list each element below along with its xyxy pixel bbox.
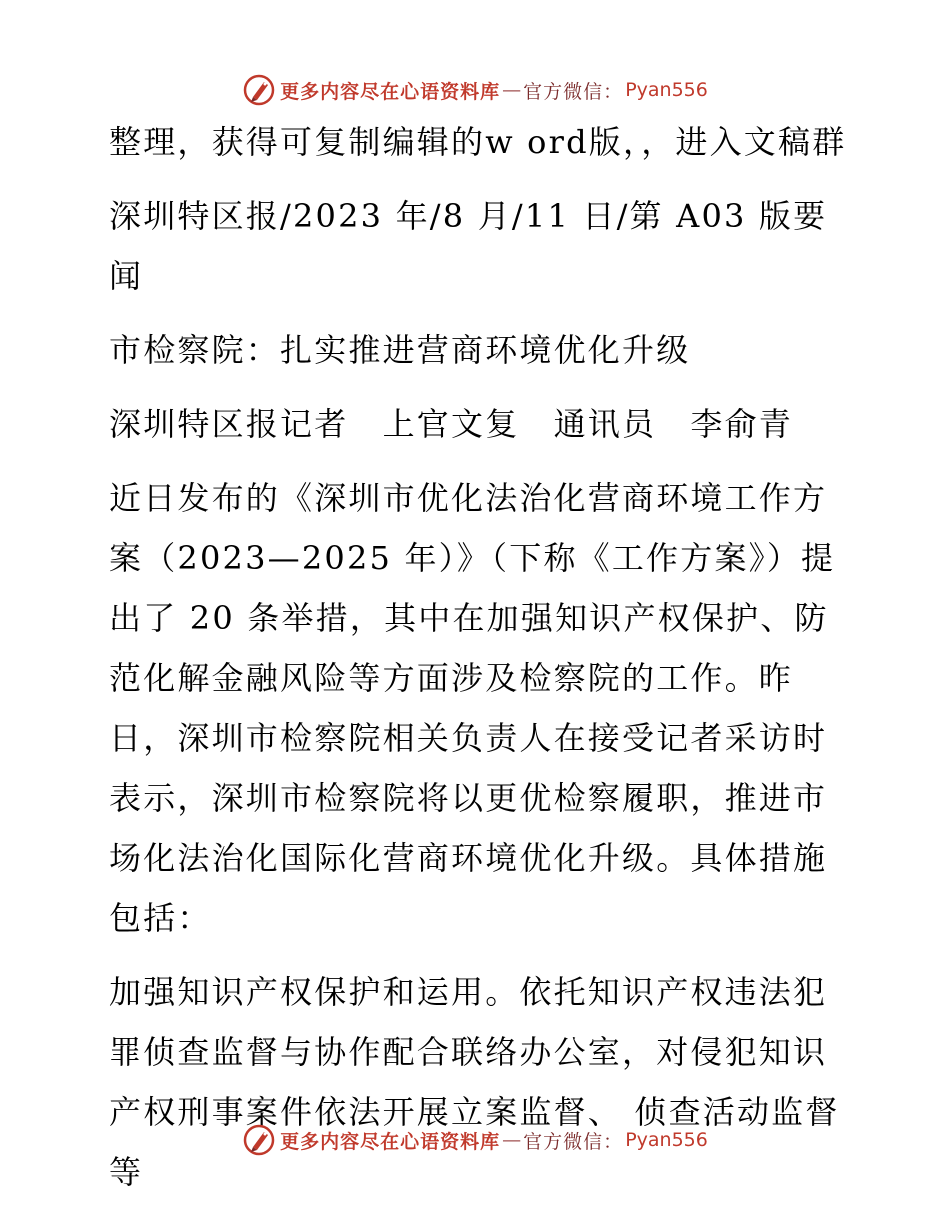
footer-banner [0,1120,950,1160]
banner-brand-text: 更多内容尽在心语资料库 [280,1130,501,1153]
header-banner [0,70,950,110]
banner-wechat-id: Pyan556 [625,1129,708,1151]
banner-brand-text: 更多内容尽在心语资料库 [280,80,501,103]
document-body [97,112,857,1202]
source-line: 深圳特区报/2023 年/8 月/11 日/第 A03 版要闻 [109,197,828,295]
banner-wechat-id: Pyan556 [625,79,708,101]
banner-wechat-label: 官方微信： [523,80,624,103]
paragraph-1: 近日发布的《深圳市优化法治化营商环境工作方案（2023—2025 年）》（下称《工作方案》）提出了 20 条举措，其中在加强知识产权保护、防范化解金融风险等方面涉及检察院的工作。昨日，深圳市检察院相关负责人在接受记者采访时表示，深圳市检察院将以更优检察履职，推进市场化法治化国际化营商环境优化升级。具体措施包括： [109,479,836,937]
article-title: 市检察院：扎实推进营商环境优化升级 [109,331,691,369]
pen-logo-icon [242,73,276,107]
paragraph-2: 加强知识产权保护和运用。依托知识产权违法犯罪侦查监督与协作配合联络办公室，对侵犯知识产权刑事案件依法开展立案监督、 侦查活动监督等 [109,973,840,1191]
byline: 深圳特区报记者 上官文复 通讯员 李俞青 [109,405,794,443]
banner-separator: — [502,79,522,101]
pen-logo-icon [242,1123,276,1157]
intro-line: 整理，获得可复制编辑的w ord版，，进入文稿群 [109,123,847,161]
banner-wechat-label: 官方微信： [523,1130,624,1153]
banner-separator: — [502,1129,522,1151]
